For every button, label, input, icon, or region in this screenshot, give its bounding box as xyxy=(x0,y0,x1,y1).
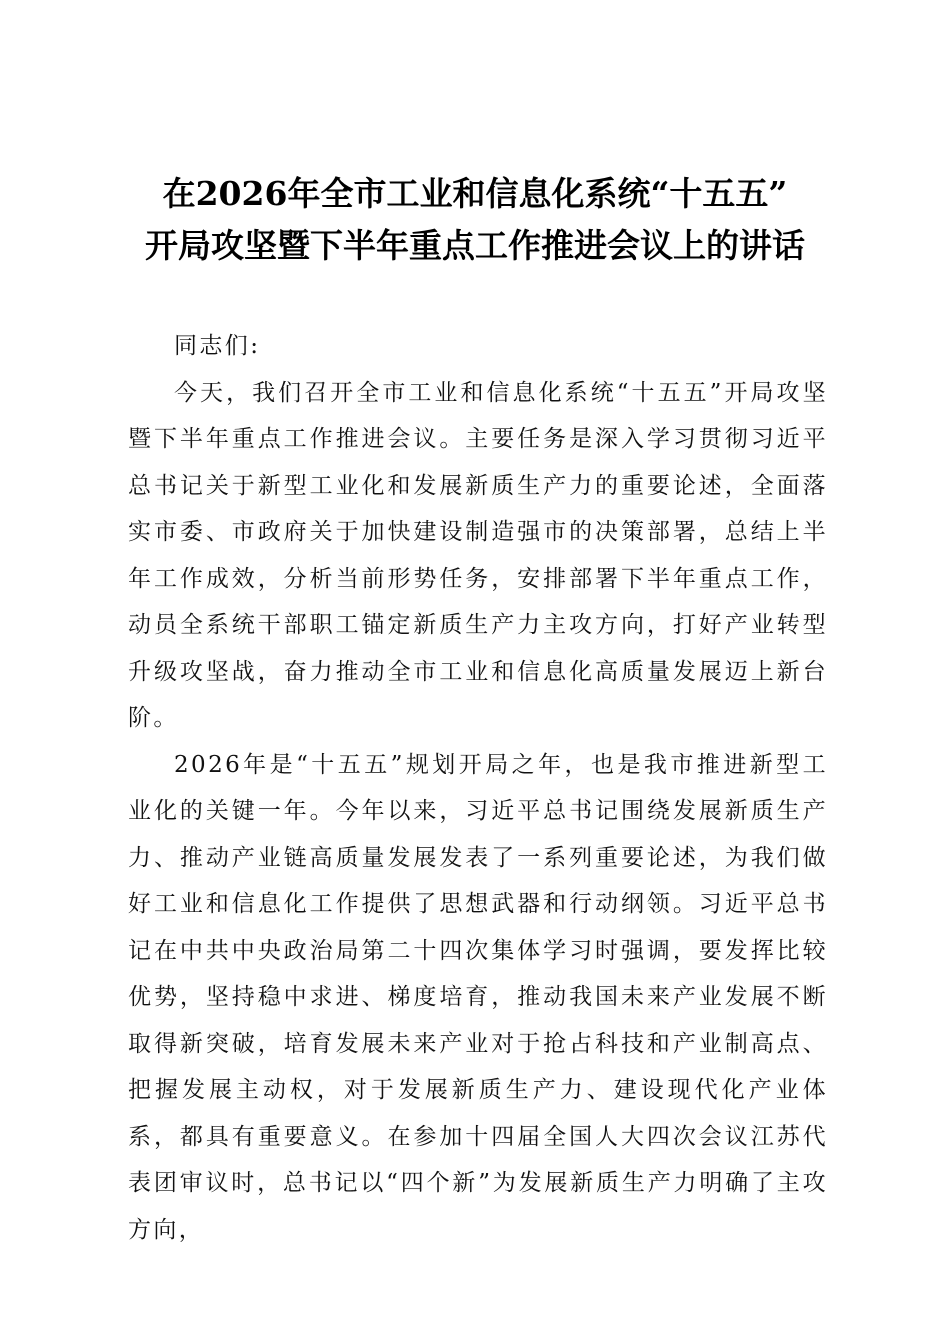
paragraph-1: 今天，我们召开全市工业和信息化系统“十五五”开局攻坚暨下半年重点工作推进会议。主要任务是深入学习贯彻习近平总书记关于新型工业化和发展新质生产力的重要论述，全面落实市委、市政府关于加快建设制造强市的决策部署，总结上半年工作成效，分析当前形势任务，安排部署下半年重点工作，动员全系统干部职工锚定新质生产力主攻方向，打好产业转型升级攻坚战，奋力推动全市工业和信息化高质量发展迈上新台阶。 xyxy=(128,379,828,731)
salutation: 同志们: xyxy=(174,333,261,359)
title-line-1: 在2026年全市工业和信息化系统“十五五” xyxy=(162,174,788,213)
document-body xyxy=(128,323,828,1253)
title-line-2: 开局攻坚暨下半年重点工作推进会议上的讲话 xyxy=(145,226,805,265)
paragraph-2: 2026年是“十五五”规划开局之年，也是我市推进新型工业化的关键一年。今年以来，习近平总书记围绕发展新质生产力、推动产业链高质量发展发表了一系列重要论述，为我们做好工业和信息化工作提供了思想武器和行动纲领。习近平总书记在中共中央政治局第二十四次集体学习时强调，要发挥比较优势，坚持稳中求进、梯度培育，推动我国未来产业发展不断取得新突破，培育发展未来产业对于抢占科技和产业制高点、把握发展主动权，对于发展新质生产力、建设现代化产业体系，都具有重要意义。在参加十四届全国人大四次会议江苏代表团审议时，总书记以“四个新”为发展新质生产力明确了主攻方向， xyxy=(128,751,828,1243)
document-title xyxy=(100,168,850,272)
